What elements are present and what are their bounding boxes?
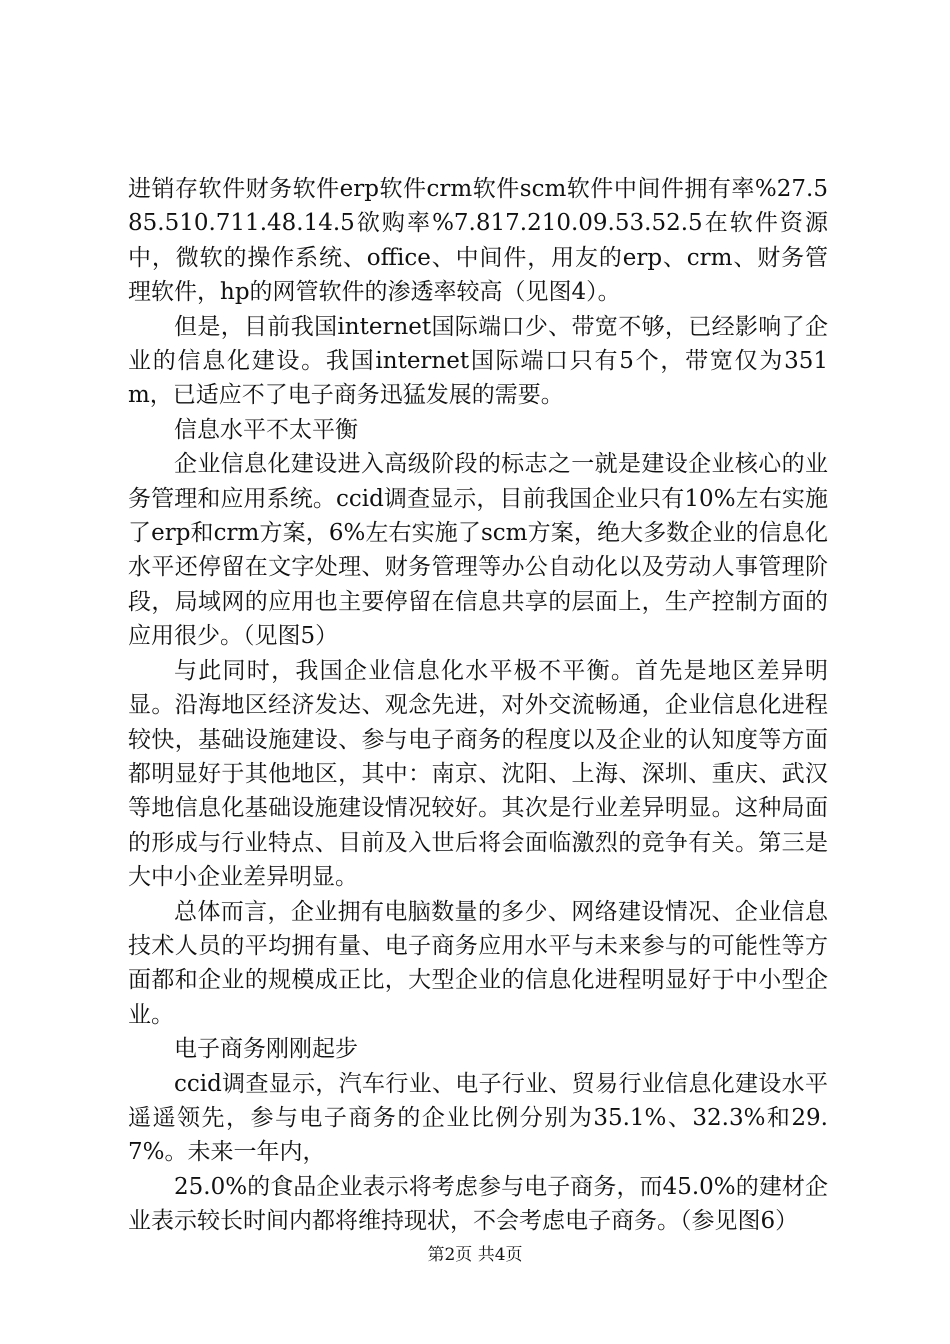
paragraph-industry-leaders: ccid调查显示，汽车行业、电子行业、贸易行业信息化建设水平遥遥领先，参与电子商务的企业比例分别为35.1%、32.3%和29.7%。未来一年内， <box>128 1070 828 1166</box>
paragraph-overall-summary: 总体而言，企业拥有电脑数量的多少、网络建设情况、企业信息技术人员的平均拥有量、电子商务应用水平与未来参与的可能性等方面都和企业的规模成正比，大型企业的信息化进程明显好于中小型企业。 <box>128 898 828 1028</box>
document-body <box>128 172 828 1239</box>
paragraph-internet-ports: 但是，目前我国internet国际端口少、带宽不够，已经影响了企业的信息化建设。我国internet国际端口只有5个，带宽仅为351m，已适应不了电子商务迅猛发展的需要。 <box>128 313 828 409</box>
paragraph-food-building-materials: 25.0%的食品企业表示将考虑参与电子商务，而45.0%的建材企业表示较长时间内都将维持现状，不会考虑电子商务。（参见图6） <box>128 1173 828 1235</box>
section-heading-ecommerce: 电子商务刚刚起步 <box>174 1036 358 1063</box>
section-heading-info-balance: 信息水平不太平衡 <box>174 416 358 443</box>
page-number-footer: 第2页 共4页 <box>427 1245 523 1265</box>
paragraph-regional-differences: 与此同时，我国企业信息化水平极不平衡。首先是地区差异明显。沿海地区经济发达、观念先进，对外交流畅通，企业信息化进程较快，基础设施建设、参与电子商务的程度以及企业的认知度等方面都明显好于其他地区，其中：南京、沈阳、上海、深圳、重庆、武汉等地信息化基础设施建设情况较好。其次是行业差异明显。这种局面的形成与行业特点、目前及入世后将会面临激烈的竞争有关。第三是大中小企业差异明显。 <box>128 657 828 891</box>
paragraph-software-stats: 进销存软件财务软件erp软件crm软件scm软件中间件拥有率%27.585.510.711.48.14.5欲购率%7.817.210.09.53.52.5在软件资源中，微软的操作系统、office、中间件，用友的erp、crm、财务管理软件，hp的网管软件的渗透率较高（见图4）。 <box>128 176 828 306</box>
paragraph-ccid-survey: 企业信息化建设进入高级阶段的标志之一就是建设企业核心的业务管理和应用系统。ccid调查显示，目前我国企业只有10%左右实施了erp和crm方案，6%左右实施了scm方案，绝大多数企业的信息化水平还停留在文字处理、财务管理等办公自动化以及劳动人事管理阶段，局域网的应用也主要停留在信息共享的层面上，生产控制方面的应用很少。（见图5） <box>128 451 828 650</box>
